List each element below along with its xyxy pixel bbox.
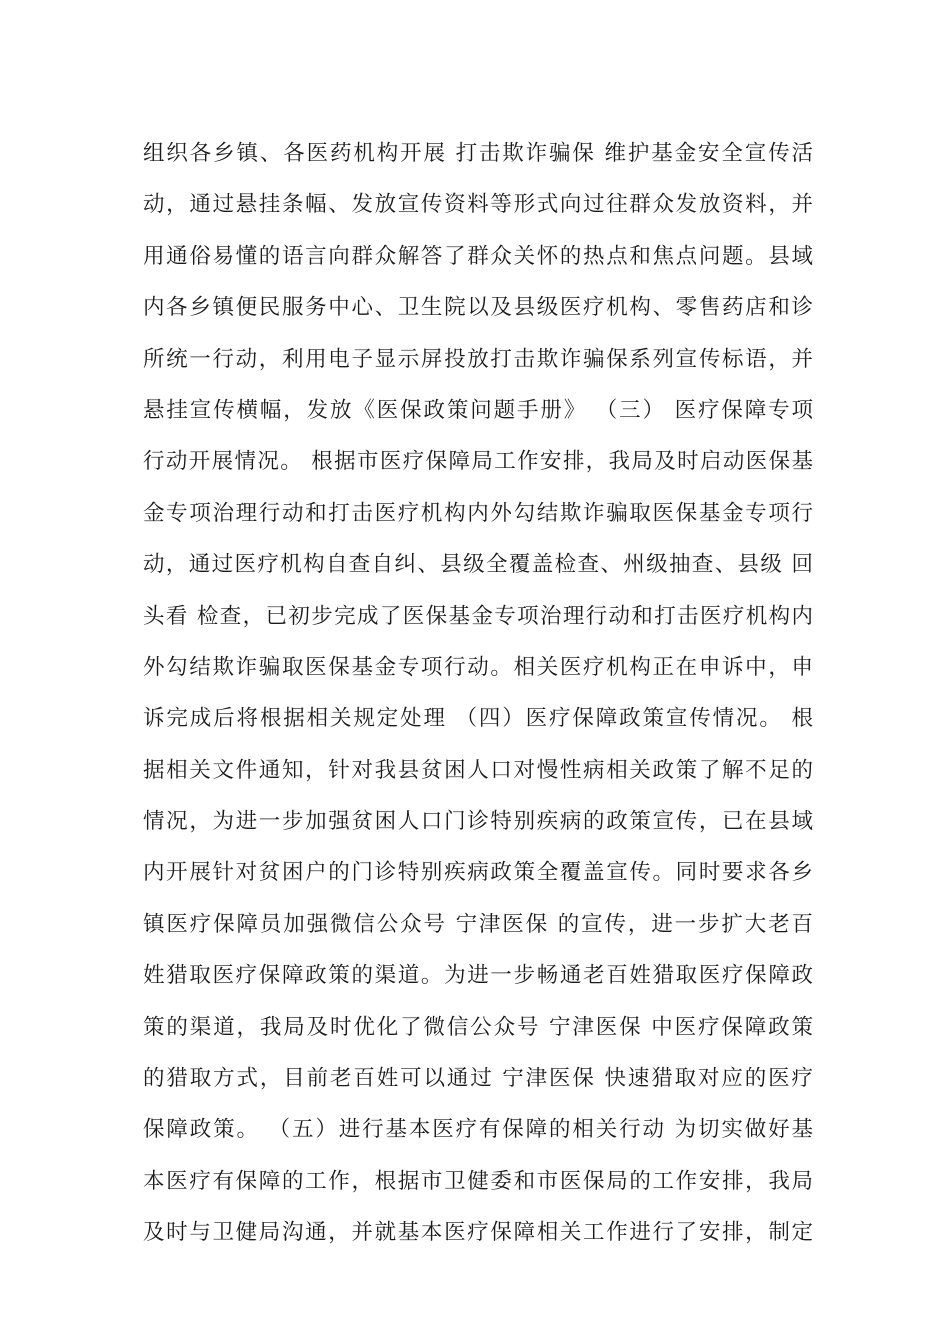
text-line: 外勾结欺诈骗取医保基金专项行动。相关医疗机构正在申诉中，申 <box>143 654 813 680</box>
body-text <box>143 128 813 1259</box>
text-line: 头看 检查，已初步完成了医保基金专项治理行动和打击医疗机构内 <box>143 603 813 629</box>
text-line: 悬挂宣传横幅，发放《医保政策问题手册》 （三） 医疗保障专项 <box>143 397 813 423</box>
text-line: 内开展针对贫困户的门诊特别疾病政策全覆盖宣传。同时要求各乡 <box>143 860 813 886</box>
text-line: 用通俗易懂的语言向群众解答了群众关怀的热点和焦点问题。县域 <box>143 243 813 269</box>
text-line: 金专项治理行动和打击医疗机构内外勾结欺诈骗取医保基金专项行 <box>143 500 813 526</box>
text-line: 镇医疗保障员加强微信公众号 宁津医保 的宣传，进一步扩大老百 <box>143 911 813 937</box>
text-line: 保障政策。 （五）进行基本医疗有保障的相关行动 为切实做好基 <box>143 1117 813 1143</box>
text-line: 组织各乡镇、各医药机构开展 打击欺诈骗保 维护基金安全宣传活 <box>143 141 813 166</box>
text-line: 姓猎取医疗保障政策的渠道。为进一步畅通老百姓猎取医疗保障政 <box>143 963 813 989</box>
text-line: 及时与卫健局沟通，并就基本医疗保障相关工作进行了安排，制定 <box>143 1220 813 1246</box>
text-line: 所统一行动，利用电子显示屏投放打击欺诈骗保系列宣传标语，并 <box>143 346 813 372</box>
text-line: 据相关文件通知，针对我县贫困人口对慢性病相关政策了解不足的 <box>143 757 813 783</box>
text-line: 本医疗有保障的工作，根据市卫健委和市医保局的工作安排，我局 <box>143 1168 813 1194</box>
text-line: 的猎取方式，目前老百姓可以通过 宁津医保 快速猎取对应的医疗 <box>143 1066 813 1092</box>
text-line: 内各乡镇便民服务中心、卫生院以及县级医疗机构、零售药店和诊 <box>143 295 813 321</box>
text-line: 情况，为进一步加强贫困人口门诊特别疾病的政策宣传，已在县域 <box>143 809 813 835</box>
text-line: 诉完成后将根据相关规定处理 （四）医疗保障政策宣传情况。 根 <box>143 706 813 732</box>
text-line: 行动开展情况。 根据市医疗保障局工作安排，我局及时启动医保基 <box>143 449 813 475</box>
text-line: 动，通过医疗机构自查自纠、县级全覆盖检查、州级抽查、县级 回 <box>143 552 813 578</box>
text-line: 策的渠道，我局及时优化了微信公众号 宁津医保 中医疗保障政策 <box>143 1014 813 1040</box>
text-line: 动，通过悬挂条幅、发放宣传资料等形式向过往群众发放资料，并 <box>143 192 813 218</box>
